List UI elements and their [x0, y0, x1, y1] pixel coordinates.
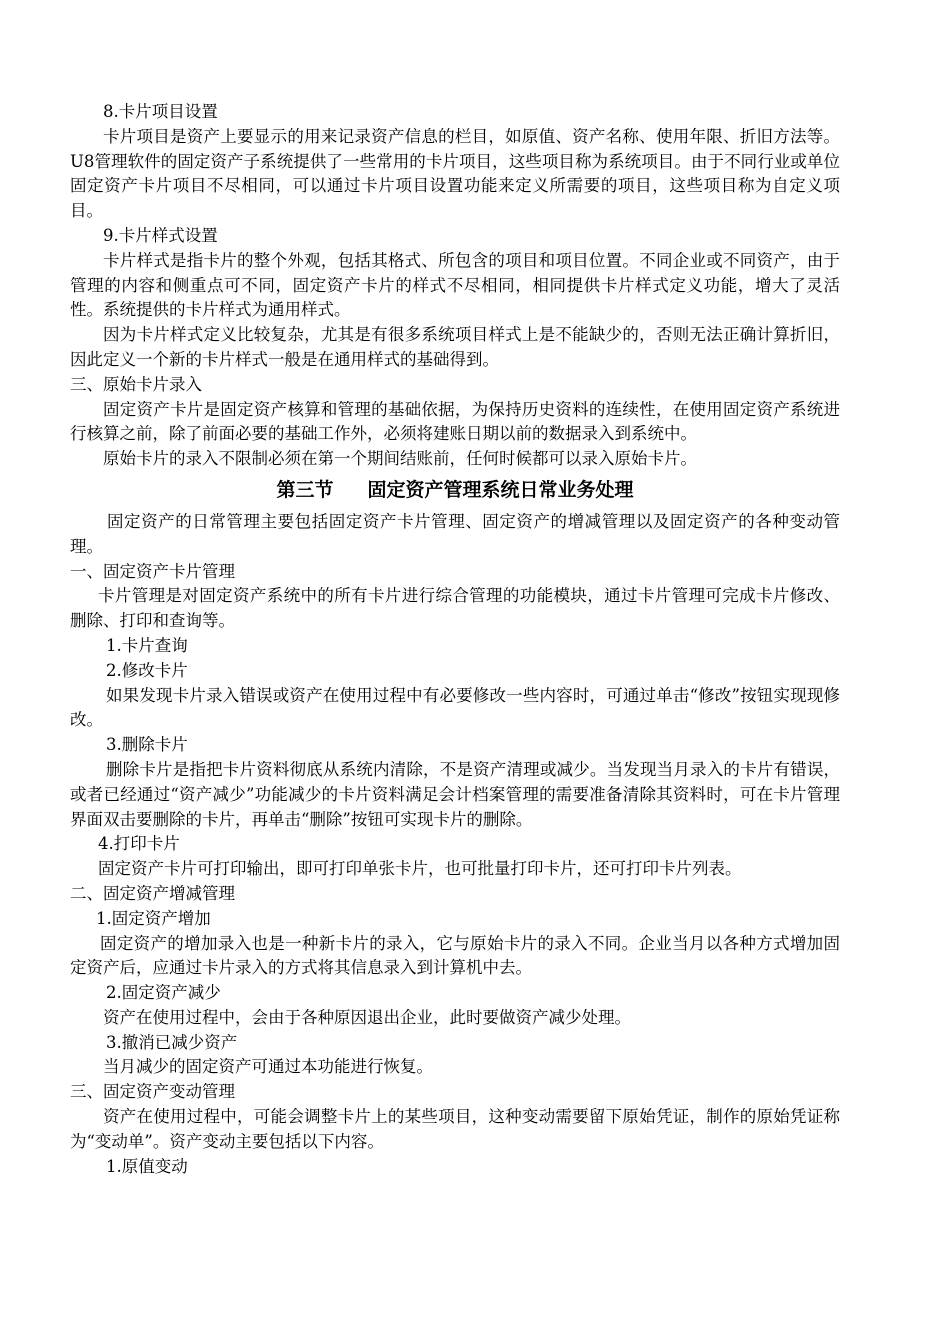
paragraph: 卡片样式是指卡片的整个外观，包括其格式、所包含的项目和项目位置。不同企业或不同资产，由于管理的内容和侧重点可不同，固定资产卡片的样式不尽相同，相同提供卡片样式定义功能，增大了灵活性。系统提供的卡片样式为通用样式。: [70, 250, 840, 320]
paragraph: 删除卡片是指把卡片资料彻底从系统内清除，不是资产清理或减少。当发现当月录入的卡片有错误，或者已经通过“资产减少”功能减少的卡片资料满足会计档案管理的需要准备清除其资料时，可在卡片管理界面双击要删除的卡片，再单击“删除”按钮可实现卡片的删除。: [70, 759, 840, 829]
paragraph: 卡片管理是对固定资产系统中的所有卡片进行综合管理的功能模块，通过卡片管理可完成卡片修改、删除、打印和查询等。: [70, 586, 840, 631]
paragraph: 1.卡片查询: [106, 635, 188, 655]
paragraph: 9.卡片样式设置: [103, 225, 218, 245]
paragraph: 2.修改卡片: [106, 660, 188, 680]
section-number: 第三节: [276, 478, 334, 501]
subsection-heading: 二、固定资产增减管理: [70, 883, 235, 903]
paragraph: 原始卡片的录入不限制必须在第一个期间结账前，任何时候都可以录入原始卡片。: [103, 449, 697, 469]
paragraph: 1.原值变动: [106, 1156, 188, 1176]
paragraph: 资产在使用过程中，会由于各种原因退出企业，此时要做资产减少处理。: [103, 1007, 631, 1027]
paragraph: 1.固定资产增加: [96, 908, 211, 928]
paragraph: 如果发现卡片录入错误或资产在使用过程中有必要修改一些内容时，可通过单击“修改”按钮实现现修改。: [70, 685, 840, 730]
paragraph: 因为卡片样式定义比较复杂，尤其是有很多系统项目样式上是不能缺少的，否则无法正确计算折旧，因此定义一个新的卡片样式一般是在通用样式的基础得到。: [70, 325, 840, 369]
paragraph: 3.删除卡片: [106, 735, 188, 755]
paragraph: 4.打印卡片: [98, 834, 180, 854]
paragraph: 8.卡片项目设置: [103, 102, 218, 121]
paragraph: 固定资产卡片可打印输出，即可打印单张卡片，也可批量打印卡片，还可打印卡片列表。: [98, 859, 742, 879]
section-title: 固定资产管理系统日常业务处理: [367, 478, 634, 501]
document-body: [70, 100, 840, 1179]
paragraph: 2.固定资产减少: [106, 983, 221, 1003]
paragraph: 卡片项目是资产上要显示的用来记录资产信息的栏目，如原值、资产名称、使用年限、折旧方法等。U8管理软件的固定资产子系统提供了一些常用的卡片项目，这些项目称为系统项目。由于不同行业或单位固定资产卡片项目不尽相同，可以通过卡片项目设置功能来定义所需要的项目，这些项目称为自定义项目。: [70, 126, 840, 221]
paragraph: 当月减少的固定资产可通过本功能进行恢复。: [103, 1057, 433, 1077]
paragraph: 3.撤消已减少资产: [106, 1032, 238, 1052]
paragraph: 固定资产的增加录入也是一种新卡片的录入，它与原始卡片的录入不同。企业当月以各种方式增加固定资产后，应通过卡片录入的方式将其信息录入到计算机中去。: [70, 933, 840, 978]
paragraph: 固定资产的日常管理主要包括固定资产卡片管理、固定资产的增减管理以及固定资产的各种变动管理。: [70, 511, 840, 556]
paragraph: 固定资产卡片是固定资产核算和管理的基础依据，为保持历史资料的连续性，在使用固定资产系统进行核算之前，除了前面必要的基础工作外，必须将建账日期以前的数据录入到系统中。: [70, 399, 840, 444]
subsection-heading: 三、原始卡片录入: [70, 374, 202, 394]
paragraph: 资产在使用过程中，可能会调整卡片上的某些项目，这种变动需要留下原始凭证，制作的原始凭证称为“变动单”。资产变动主要包括以下内容。: [70, 1107, 840, 1151]
subsection-heading: 三、固定资产变动管理: [70, 1082, 235, 1102]
section-heading: [70, 475, 840, 505]
subsection-heading: 一、固定资产卡片管理: [70, 561, 235, 581]
